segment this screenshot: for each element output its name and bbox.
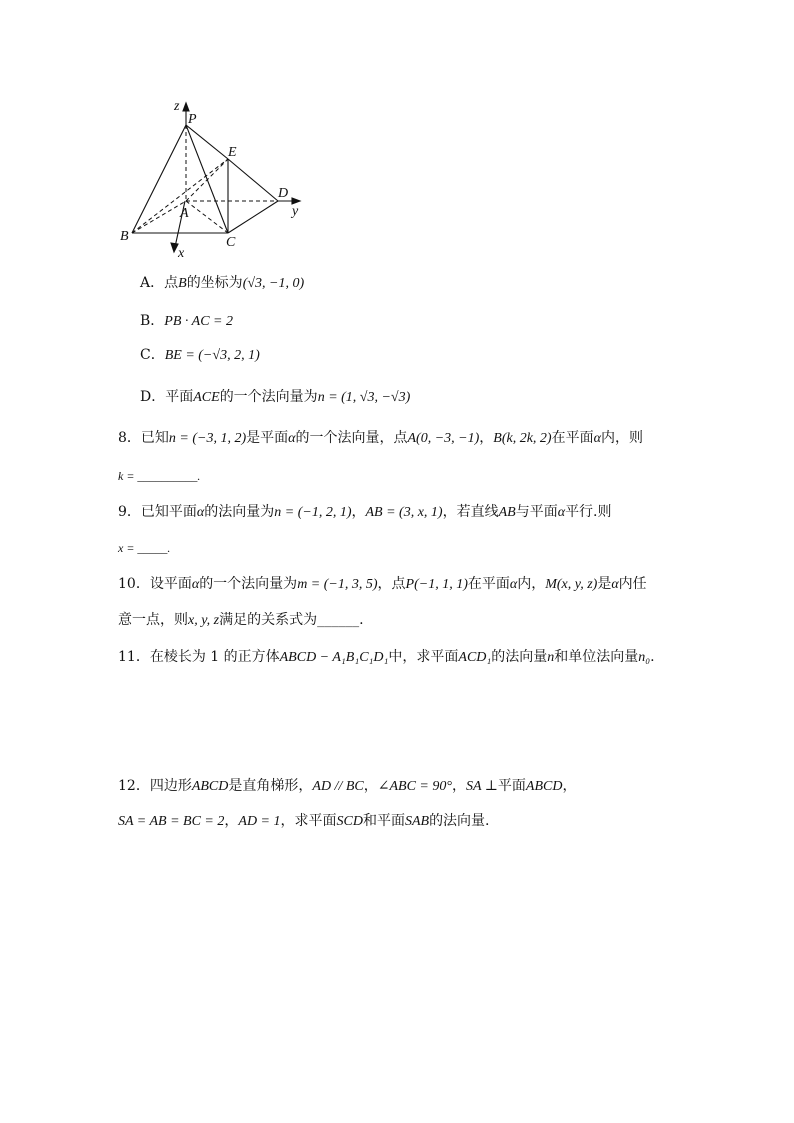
question-10-line2: 意一点，则x, y, z满足的关系式为______.: [118, 612, 364, 628]
question-10-line1: 10．设平面α的一个法向量为m = (−1, 3, 5)，点P(−1, 1, 1)在平面α内，M(x, y, z)是α内任: [118, 576, 647, 592]
x-arrow: [171, 243, 178, 252]
edge-ED: [228, 159, 278, 201]
pyramid-figure: [110, 95, 320, 265]
label-A: A: [180, 206, 189, 221]
edge-PC: [186, 125, 228, 233]
question-12-line2: SA = AB = BC = 2，AD = 1，求平面SCD和平面SAB的法向量.: [118, 813, 490, 829]
z-arrow: [183, 103, 189, 111]
question-9-line2: x = _____.: [118, 541, 171, 555]
label-D: D: [278, 186, 289, 201]
option-d: D．平面ACE的一个法向量为n = (1, √3, −√3): [140, 389, 411, 405]
question-11: 11．在棱长为 1 的正方体ABCD − A₁B₁C₁D₁中，求平面ACD₁的法向量n和单位法向量n₀.: [118, 649, 655, 665]
edge-CD: [228, 201, 278, 233]
question-8-line1: 8．已知n = (−3, 1, 2)是平面α的一个法向量，点A(0, −3, −1)，B(k, 2k, 2)在平面α内，则: [118, 430, 643, 446]
question-8-line2: k = __________.: [118, 469, 201, 483]
question-12-line1: 12．四边形ABCD是直角梯形，AD // BC，∠ABC = 90°，SA ⊥平面ABCD，: [118, 778, 577, 794]
option-c: C．BE = (−√3, 2, 1): [140, 347, 260, 363]
question-9-line1: 9．已知平面α的法向量为n = (−1, 2, 1)，AB = (3, x, 1)，若直线AB与平面α平行.则: [118, 504, 612, 520]
label-B: B: [120, 229, 129, 244]
option-b: B．PB · AC = 2: [140, 313, 233, 329]
label-P: P: [188, 112, 197, 127]
option-a: A．点B的坐标为(√3, −1, 0): [140, 275, 305, 291]
label-z: z: [174, 99, 180, 114]
label-C: C: [226, 235, 236, 250]
edge-AE: [186, 159, 228, 201]
label-y: y: [292, 204, 299, 219]
label-x: x: [178, 246, 185, 261]
label-E: E: [228, 145, 237, 160]
